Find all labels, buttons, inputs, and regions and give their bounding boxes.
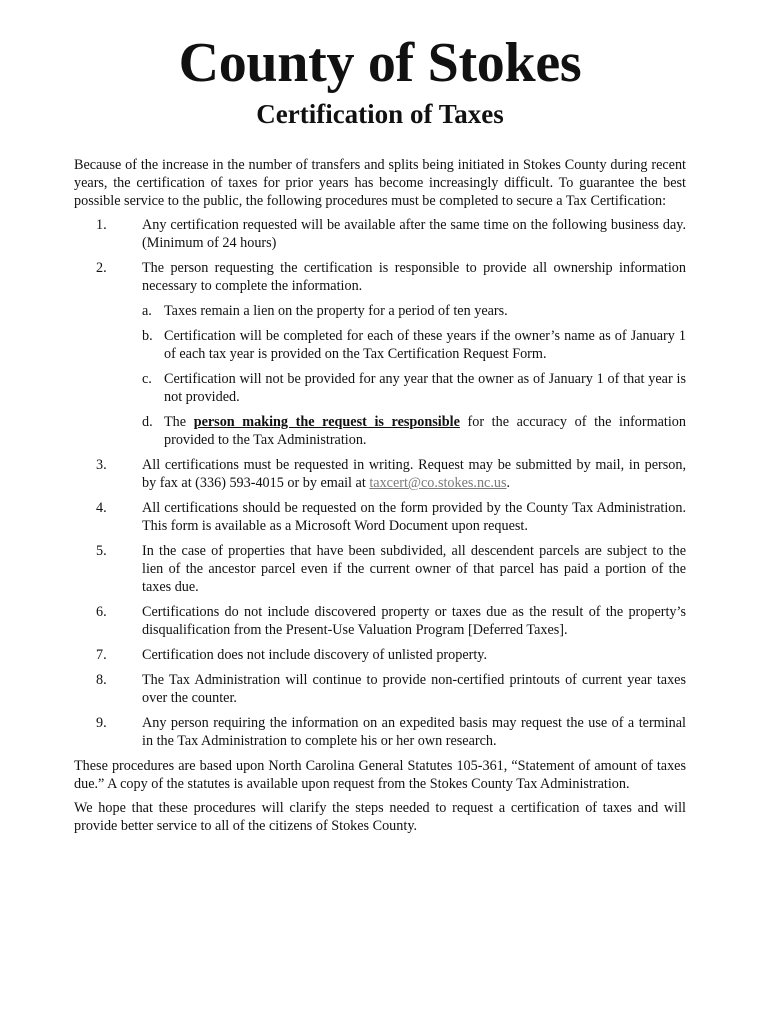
item-number: 7. bbox=[96, 647, 107, 663]
item-text: The Tax Administration will continue to provide non-certified printouts of current year taxes over the counter. bbox=[142, 672, 686, 706]
item-number: 3. bbox=[96, 457, 107, 473]
sub-list-item bbox=[142, 370, 686, 406]
sub-item-text-after: for the accuracy of the information provided to the Tax Administration. bbox=[164, 414, 686, 448]
item-text: Certification does not include discovery of unlisted property. bbox=[142, 647, 488, 663]
sub-list bbox=[142, 302, 686, 449]
sub-item-letter: d. bbox=[142, 414, 153, 430]
statutes-paragraph: These procedures are based upon North Carolina General Statutes 105-361, “Statement of amount of taxes due.” A copy of the statutes is available upon request from the Stokes County Tax Administration. bbox=[74, 758, 686, 792]
item-number: 9. bbox=[96, 715, 107, 731]
list-item bbox=[74, 216, 686, 252]
item-number: 6. bbox=[96, 604, 107, 620]
list-item bbox=[74, 259, 686, 449]
sub-item-letter: b. bbox=[142, 328, 153, 344]
item-text-after: . bbox=[506, 475, 511, 491]
sub-item-letter: c. bbox=[142, 371, 152, 387]
item-text: All certifications should be requested on the form provided by the County Tax Administration. This form is available as a Microsoft Word Document upon request. bbox=[142, 500, 686, 534]
list-item bbox=[74, 714, 686, 750]
sub-item-text-before: The bbox=[164, 414, 194, 430]
item-text: Certifications do not include discovered property or taxes due as the result of the property’s disqualification from the Present-Use Valuation Program [Deferred Taxes]. bbox=[142, 604, 686, 638]
document-body bbox=[74, 156, 686, 841]
sub-item-text: Certification will not be provided for any year that the owner as of January 1 of that year is not provided. bbox=[164, 371, 686, 405]
closing-paragraph: We hope that these procedures will clarify the steps needed to request a certification of taxes and will provide better service to all of the citizens of Stokes County. bbox=[74, 800, 686, 834]
list-item bbox=[74, 499, 686, 535]
item-text: In the case of properties that have been subdivided, all descendent parcels are subject to the lien of the ancestor parcel even if the current owner of that parcel has paid a portion of the taxes due. bbox=[142, 543, 686, 595]
item-text: Any certification requested will be available after the same time on the following business day. (Minimum of 24 hours) bbox=[142, 217, 686, 251]
sub-list-item bbox=[142, 327, 686, 363]
item-number: 4. bbox=[96, 500, 107, 516]
item-number: 2. bbox=[96, 260, 107, 276]
item-number: 1. bbox=[96, 217, 107, 233]
responsibility-emphasis: person making the request is responsible bbox=[193, 414, 460, 430]
email-link[interactable]: taxcert@co.stokes.nc.us bbox=[369, 475, 507, 491]
sub-item-text: Taxes remain a lien on the property for a period of ten years. bbox=[164, 303, 508, 319]
sub-item-text: Certification will be completed for each of these years if the owner’s name as of January 1 of each tax year is provided on the Tax Certification Request Form. bbox=[164, 328, 686, 362]
sub-item-letter: a. bbox=[142, 303, 152, 319]
list-item bbox=[74, 542, 686, 596]
list-item bbox=[74, 671, 686, 707]
item-text: The person requesting the certification is responsible to provide all ownership information necessary to complete the information. bbox=[142, 260, 686, 294]
item-text-before: All certifications must be requested in writing. Request may be submitted by mail, in person, by fax at (336) 593-4015 or by email at bbox=[142, 457, 686, 491]
sub-list-item bbox=[142, 302, 686, 320]
page-subtitle: Certification of Taxes bbox=[256, 99, 504, 129]
list-item bbox=[74, 456, 686, 492]
item-number: 5. bbox=[96, 543, 107, 559]
sub-list-item bbox=[142, 413, 686, 449]
procedure-list bbox=[74, 216, 686, 750]
page-title: County of Stokes bbox=[178, 32, 582, 94]
item-number: 8. bbox=[96, 672, 107, 688]
intro-paragraph: Because of the increase in the number of transfers and splits being initiated in Stokes County during recent years, the certification of taxes for prior years has become increasingly difficult. To guarantee the best possible service to the public, the following procedures must be completed to secure a Tax Certification: bbox=[74, 157, 686, 209]
list-item bbox=[74, 646, 686, 664]
item-text: Any person requiring the information on an expedited basis may request the use of a terminal in the Tax Administration to complete his or her own research. bbox=[142, 715, 686, 749]
list-item bbox=[74, 603, 686, 639]
